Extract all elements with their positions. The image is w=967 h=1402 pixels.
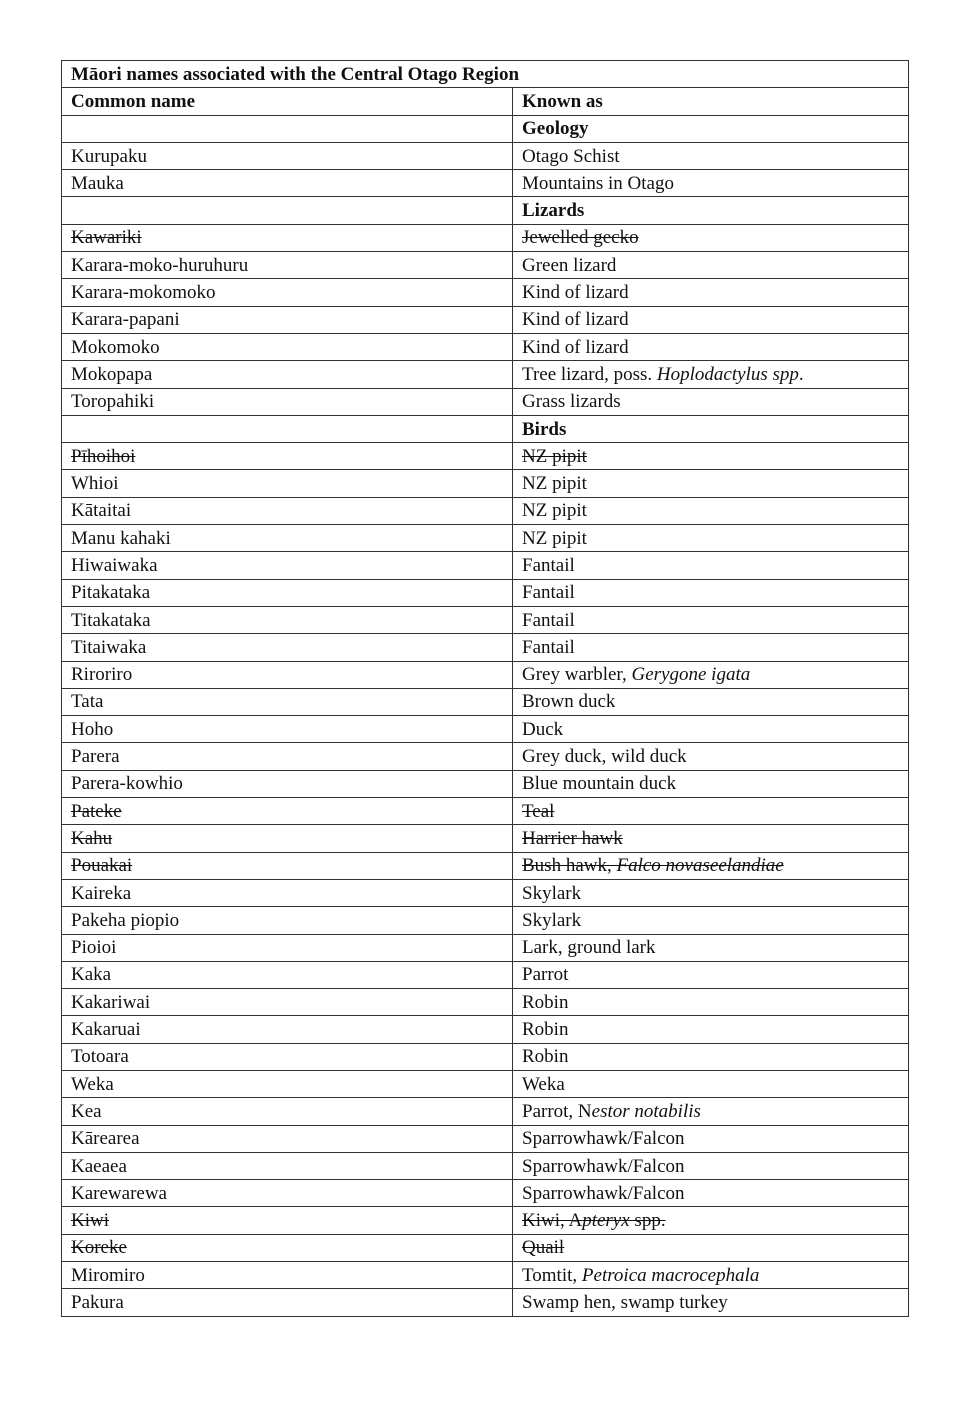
known-as-cell bbox=[513, 142, 909, 169]
known-as-main: Swamp hen, swamp turkey bbox=[522, 1292, 728, 1313]
common-name-text: Pateke bbox=[71, 800, 122, 822]
table-row bbox=[62, 497, 909, 524]
known-as-text bbox=[522, 746, 687, 767]
known-as-cell bbox=[513, 798, 909, 825]
table-row bbox=[62, 361, 909, 388]
known-as-text bbox=[522, 582, 575, 603]
section-row bbox=[62, 415, 909, 442]
known-as-main: Otago Schist bbox=[522, 145, 620, 167]
known-as-main: NZ pipit bbox=[522, 500, 587, 522]
common-name-text: Karara-papani bbox=[71, 309, 180, 331]
table-row bbox=[62, 306, 909, 333]
common-name-cell bbox=[62, 1262, 513, 1289]
common-name-text: Weka bbox=[71, 1073, 114, 1095]
known-as-text bbox=[522, 1210, 666, 1231]
known-as-cell bbox=[513, 170, 909, 197]
known-as-main: Mountains in Otago bbox=[522, 172, 674, 194]
section-heading bbox=[513, 415, 909, 442]
common-name-text: Pakura bbox=[71, 1292, 124, 1313]
common-name-cell bbox=[62, 279, 513, 306]
known-as-main: Fantail bbox=[522, 636, 575, 658]
known-as-text bbox=[522, 1183, 685, 1204]
section-row bbox=[62, 115, 909, 142]
common-name-cell bbox=[62, 142, 513, 169]
common-name-cell bbox=[62, 1207, 513, 1234]
known-as-main: NZ pipit bbox=[522, 527, 587, 549]
table-row bbox=[62, 525, 909, 552]
known-as-main: Blue mountain duck bbox=[522, 773, 677, 795]
table-row bbox=[62, 1234, 909, 1261]
known-as-cell bbox=[513, 579, 909, 606]
known-as-cell bbox=[513, 279, 909, 306]
common-name-text: Toropahiki bbox=[71, 391, 155, 413]
common-name-text: Kea bbox=[71, 1100, 102, 1122]
common-name-cell bbox=[62, 333, 513, 360]
common-name-text: Kaireka bbox=[71, 882, 132, 904]
common-name-cell bbox=[62, 798, 513, 825]
common-name-cell bbox=[62, 1289, 513, 1316]
common-name-text: Hoho bbox=[71, 718, 114, 740]
known-as-cell bbox=[513, 961, 909, 988]
known-as-text bbox=[522, 1265, 759, 1286]
known-as-suffix: . bbox=[798, 363, 804, 385]
known-as-cell bbox=[513, 1289, 909, 1316]
known-as-cell bbox=[513, 688, 909, 715]
common-name-text: Kaeaea bbox=[71, 1155, 127, 1177]
table-row bbox=[62, 770, 909, 797]
common-name-cell bbox=[62, 170, 513, 197]
known-as-main: Skylark bbox=[522, 909, 582, 931]
known-as-cell bbox=[513, 1070, 909, 1097]
common-name-text: Kahu bbox=[71, 827, 113, 849]
known-as-main: Grey duck, wild duck bbox=[522, 746, 687, 768]
known-as-text bbox=[522, 610, 575, 631]
known-as-text bbox=[522, 1019, 568, 1040]
known-as-main: Harrier hawk bbox=[522, 827, 623, 849]
column-header-common-name: Common name bbox=[62, 88, 513, 115]
table-row bbox=[62, 1180, 909, 1207]
table-title: Māori names associated with the Central Otago Region bbox=[62, 61, 909, 88]
common-name-cell bbox=[62, 579, 513, 606]
known-as-text bbox=[522, 691, 615, 712]
common-name-text: Pitakataka bbox=[71, 582, 151, 604]
known-as-text bbox=[522, 1046, 568, 1067]
table-row bbox=[62, 743, 909, 770]
common-name-text: Pouakai bbox=[71, 855, 133, 877]
common-name-text: Mokomoko bbox=[71, 336, 160, 358]
table-row bbox=[62, 852, 909, 879]
common-name-cell bbox=[62, 1234, 513, 1261]
table-row bbox=[62, 798, 909, 825]
known-as-main: Green lizard bbox=[522, 254, 617, 276]
known-as-main: Quail bbox=[522, 1237, 565, 1259]
known-as-main: Tree lizard, poss. bbox=[522, 363, 657, 385]
table-row bbox=[62, 552, 909, 579]
known-as-text bbox=[522, 801, 554, 822]
common-name-cell bbox=[62, 197, 513, 224]
known-as-cell bbox=[513, 252, 909, 279]
common-name-text: Kaka bbox=[71, 964, 112, 986]
common-name-cell bbox=[62, 1098, 513, 1125]
known-as-text bbox=[522, 473, 587, 494]
known-as-main: Parrot bbox=[522, 964, 569, 986]
known-as-cell bbox=[513, 1098, 909, 1125]
known-as-text bbox=[522, 337, 629, 358]
common-name-text: Kakaruai bbox=[71, 1019, 141, 1041]
known-as-text bbox=[522, 173, 674, 194]
known-as-text bbox=[522, 282, 629, 303]
common-name-text: Titakataka bbox=[71, 609, 151, 631]
common-name-cell bbox=[62, 1125, 513, 1152]
table-row bbox=[62, 688, 909, 715]
known-as-cell bbox=[513, 852, 909, 879]
known-as-cell bbox=[513, 989, 909, 1016]
table-title-row bbox=[62, 61, 909, 88]
common-name-text: Kārearea bbox=[71, 1128, 140, 1150]
table-row bbox=[62, 170, 909, 197]
known-as-text bbox=[522, 828, 623, 849]
known-as-main: Teal bbox=[522, 800, 555, 822]
table-row bbox=[62, 1125, 909, 1152]
known-as-main: Sparrowhawk/Falcon bbox=[522, 1155, 685, 1177]
known-as-text bbox=[522, 883, 581, 904]
known-as-text bbox=[522, 555, 575, 576]
known-as-main: Lark, ground lark bbox=[522, 937, 656, 959]
common-name-text: Whioi bbox=[71, 473, 119, 495]
common-name-text: Kurupaku bbox=[71, 145, 147, 167]
common-name-text: Karara-moko-huruhuru bbox=[71, 254, 249, 276]
known-as-main: Tomtit, bbox=[522, 1264, 582, 1286]
known-as-text bbox=[522, 937, 655, 958]
table-row bbox=[62, 279, 909, 306]
known-as-cell bbox=[513, 634, 909, 661]
known-as-text bbox=[522, 528, 587, 549]
common-name-text: Kawariki bbox=[71, 227, 142, 249]
known-as-text bbox=[522, 364, 804, 385]
common-name-cell bbox=[62, 306, 513, 333]
table-row bbox=[62, 1152, 909, 1179]
known-as-cell bbox=[513, 716, 909, 743]
known-as-main: Fantail bbox=[522, 554, 575, 576]
known-as-text bbox=[522, 391, 621, 412]
table-row bbox=[62, 1207, 909, 1234]
common-name-text: Kātaitai bbox=[71, 500, 132, 522]
common-name-text: Hiwaiwaka bbox=[71, 554, 158, 576]
known-as-cell bbox=[513, 661, 909, 688]
table-row bbox=[62, 470, 909, 497]
common-name-text: Titaiwaka bbox=[71, 636, 147, 658]
known-as-text bbox=[522, 992, 568, 1013]
common-name-cell bbox=[62, 634, 513, 661]
known-as-text bbox=[522, 1074, 565, 1095]
common-name-text: Parera bbox=[71, 746, 120, 768]
table-row bbox=[62, 606, 909, 633]
section-row bbox=[62, 197, 909, 224]
table-row bbox=[62, 1262, 909, 1289]
table-row bbox=[62, 661, 909, 688]
known-as-main: Jewelled gecko bbox=[522, 227, 639, 249]
common-name-text: Miromiro bbox=[71, 1264, 145, 1286]
table-row bbox=[62, 579, 909, 606]
common-name-cell bbox=[62, 552, 513, 579]
common-name-cell bbox=[62, 415, 513, 442]
known-as-cell bbox=[513, 443, 909, 470]
known-as-main: Brown duck bbox=[522, 691, 616, 713]
known-as-text bbox=[522, 1128, 685, 1149]
common-name-cell bbox=[62, 907, 513, 934]
known-as-cell bbox=[513, 525, 909, 552]
table-row bbox=[62, 1070, 909, 1097]
known-as-cell bbox=[513, 552, 909, 579]
known-as-cell bbox=[513, 1152, 909, 1179]
known-as-text bbox=[522, 118, 589, 139]
common-name-cell bbox=[62, 497, 513, 524]
known-as-main: NZ pipit bbox=[522, 473, 587, 495]
common-name-text: Karara-mokomoko bbox=[71, 282, 216, 304]
known-as-text bbox=[522, 500, 587, 521]
known-as-text bbox=[522, 1292, 728, 1313]
known-as-main: Robin bbox=[522, 991, 569, 1013]
common-name-text: Mauka bbox=[71, 172, 124, 194]
table-row bbox=[62, 879, 909, 906]
known-as-text bbox=[522, 446, 587, 467]
common-name-cell bbox=[62, 1152, 513, 1179]
known-as-text bbox=[522, 200, 584, 221]
known-as-cell bbox=[513, 470, 909, 497]
table-header-row bbox=[62, 88, 909, 115]
table-row bbox=[62, 142, 909, 169]
table-row bbox=[62, 1016, 909, 1043]
table-row bbox=[62, 825, 909, 852]
known-as-text bbox=[522, 255, 616, 276]
common-name-text: Riroriro bbox=[71, 664, 133, 686]
common-name-text: Kakariwai bbox=[71, 991, 151, 1013]
common-name-cell bbox=[62, 825, 513, 852]
known-as-cell bbox=[513, 224, 909, 251]
known-as-main: Grass lizards bbox=[522, 391, 621, 413]
known-as-main: NZ pipit bbox=[522, 445, 587, 467]
known-as-cell bbox=[513, 1207, 909, 1234]
table-row bbox=[62, 907, 909, 934]
scientific-name: Falco novaseelandiae bbox=[616, 855, 784, 877]
known-as-main: Geology bbox=[522, 118, 589, 140]
common-name-cell bbox=[62, 879, 513, 906]
section-heading bbox=[513, 115, 909, 142]
table-row bbox=[62, 443, 909, 470]
known-as-main: Robin bbox=[522, 1046, 569, 1068]
maori-names-table bbox=[61, 60, 909, 1317]
known-as-main: Weka bbox=[522, 1073, 565, 1095]
known-as-text bbox=[522, 1101, 701, 1122]
column-header-known-as: Known as bbox=[513, 88, 909, 115]
common-name-cell bbox=[62, 743, 513, 770]
scientific-name: estor notabilis bbox=[591, 1100, 701, 1122]
known-as-main: Duck bbox=[522, 718, 564, 740]
known-as-text bbox=[522, 146, 620, 167]
known-as-text bbox=[522, 637, 575, 658]
common-name-cell bbox=[62, 934, 513, 961]
known-as-text bbox=[522, 964, 568, 985]
known-as-cell bbox=[513, 1016, 909, 1043]
common-name-text: Kiwi bbox=[71, 1210, 109, 1232]
known-as-main: Parrot, N bbox=[522, 1100, 592, 1122]
common-name-text: Pakeha piopio bbox=[71, 909, 180, 931]
common-name-cell bbox=[62, 388, 513, 415]
known-as-text bbox=[522, 1237, 564, 1258]
common-name-cell bbox=[62, 852, 513, 879]
common-name-cell bbox=[62, 224, 513, 251]
table-row bbox=[62, 716, 909, 743]
common-name-cell bbox=[62, 1180, 513, 1207]
common-name-cell bbox=[62, 606, 513, 633]
scientific-name: Gerygone igata bbox=[631, 664, 751, 686]
common-name-cell bbox=[62, 252, 513, 279]
common-name-text: Manu kahaki bbox=[71, 527, 171, 549]
table-body bbox=[62, 61, 909, 1317]
known-as-main: Robin bbox=[522, 1019, 569, 1041]
known-as-text bbox=[522, 419, 566, 440]
common-name-cell bbox=[62, 525, 513, 552]
table-row bbox=[62, 224, 909, 251]
common-name-cell bbox=[62, 361, 513, 388]
common-name-cell bbox=[62, 688, 513, 715]
known-as-cell bbox=[513, 825, 909, 852]
known-as-main: Fantail bbox=[522, 582, 575, 604]
known-as-main: Birds bbox=[522, 418, 567, 440]
known-as-cell bbox=[513, 934, 909, 961]
known-as-cell bbox=[513, 1262, 909, 1289]
known-as-text bbox=[522, 855, 784, 876]
known-as-cell bbox=[513, 743, 909, 770]
common-name-text: Parera-kowhio bbox=[71, 773, 183, 795]
common-name-cell bbox=[62, 661, 513, 688]
known-as-cell bbox=[513, 770, 909, 797]
common-name-text: Totoara bbox=[71, 1046, 129, 1068]
common-name-text: Karewarewa bbox=[71, 1182, 167, 1204]
table-row bbox=[62, 1289, 909, 1316]
known-as-main: Kind of lizard bbox=[522, 336, 629, 358]
known-as-cell bbox=[513, 1125, 909, 1152]
known-as-text bbox=[522, 910, 581, 931]
common-name-cell bbox=[62, 1070, 513, 1097]
table-row bbox=[62, 934, 909, 961]
known-as-main: Kind of lizard bbox=[522, 282, 629, 304]
known-as-text bbox=[522, 227, 639, 248]
common-name-text: Koreke bbox=[71, 1237, 127, 1259]
known-as-text bbox=[522, 773, 676, 794]
common-name-cell bbox=[62, 961, 513, 988]
known-as-cell bbox=[513, 1043, 909, 1070]
known-as-main: Lizards bbox=[522, 200, 585, 222]
known-as-main: Grey warbler, bbox=[522, 664, 632, 686]
common-name-cell bbox=[62, 770, 513, 797]
common-name-cell bbox=[62, 1016, 513, 1043]
known-as-main: Bush hawk, bbox=[522, 855, 617, 877]
common-name-cell bbox=[62, 115, 513, 142]
known-as-text bbox=[522, 664, 750, 685]
common-name-cell bbox=[62, 1043, 513, 1070]
known-as-main: Skylark bbox=[522, 882, 582, 904]
table-row bbox=[62, 961, 909, 988]
common-name-cell bbox=[62, 470, 513, 497]
common-name-text: Pioioi bbox=[71, 937, 117, 959]
known-as-cell bbox=[513, 497, 909, 524]
known-as-cell bbox=[513, 333, 909, 360]
scientific-name: Petroica macrocephala bbox=[581, 1264, 760, 1286]
common-name-cell bbox=[62, 989, 513, 1016]
common-name-text: Pīhoihoi bbox=[71, 445, 136, 467]
known-as-cell bbox=[513, 361, 909, 388]
known-as-main: Sparrowhawk/Falcon bbox=[522, 1182, 685, 1204]
known-as-main: Kind of lizard bbox=[522, 309, 629, 331]
common-name-cell bbox=[62, 443, 513, 470]
known-as-cell bbox=[513, 606, 909, 633]
known-as-suffix: spp. bbox=[629, 1210, 666, 1232]
known-as-cell bbox=[513, 879, 909, 906]
scientific-name: Hoplodactylus spp bbox=[656, 363, 799, 385]
known-as-main: Kiwi, A bbox=[522, 1210, 583, 1232]
known-as-cell bbox=[513, 306, 909, 333]
known-as-cell bbox=[513, 1180, 909, 1207]
known-as-cell bbox=[513, 907, 909, 934]
common-name-text: Mokopapa bbox=[71, 363, 153, 385]
known-as-main: Fantail bbox=[522, 609, 575, 631]
known-as-text bbox=[522, 309, 629, 330]
section-heading bbox=[513, 197, 909, 224]
table-row bbox=[62, 388, 909, 415]
common-name-text: Tata bbox=[71, 691, 104, 713]
table-row bbox=[62, 1043, 909, 1070]
table-row bbox=[62, 989, 909, 1016]
known-as-cell bbox=[513, 388, 909, 415]
table-row bbox=[62, 1098, 909, 1125]
scientific-name: pteryx bbox=[582, 1210, 630, 1232]
common-name-cell bbox=[62, 716, 513, 743]
known-as-text bbox=[522, 1156, 685, 1177]
table-row bbox=[62, 634, 909, 661]
table-row bbox=[62, 252, 909, 279]
known-as-cell bbox=[513, 1234, 909, 1261]
known-as-main: Sparrowhawk/Falcon bbox=[522, 1128, 685, 1150]
table-row bbox=[62, 333, 909, 360]
known-as-text bbox=[522, 719, 563, 740]
